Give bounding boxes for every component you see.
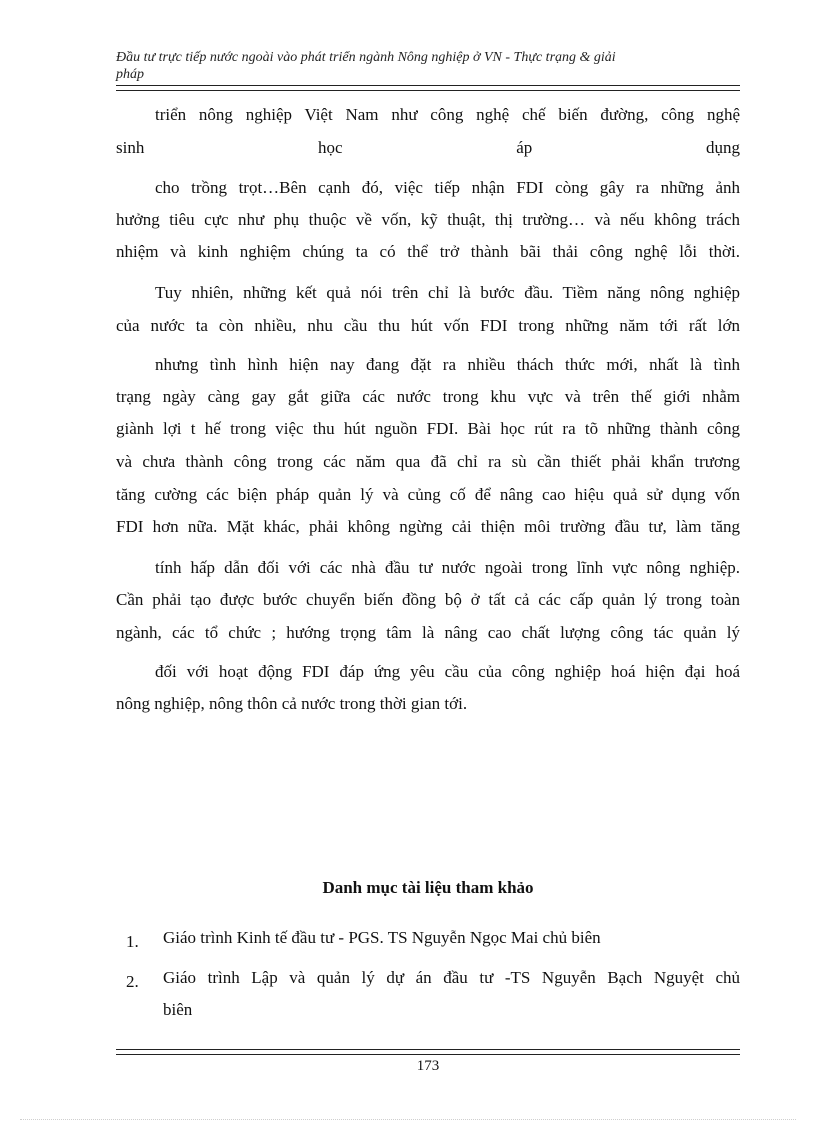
- body-line-5: nhiệm và kinh nghiệm chúng ta có thể trở thành bãi thải công nghệ lỗi thời.: [116, 242, 740, 261]
- page-number: 173: [416, 1058, 440, 1074]
- body-line-1: triển nông nghiệp Việt Nam như công nghệ chế biến đường, công nghệ: [155, 105, 740, 124]
- reference-1-text: Giáo trình Kinh tế đầu tư - PGS. TS Nguyễn Ngọc Mai chủ biên: [163, 928, 601, 947]
- body-line-2: sinh học áp dụng: [116, 138, 740, 157]
- footer-rule: [116, 1049, 740, 1055]
- body-line-8: nhưng tình hình hiện nay đang đặt ra nhiều thách thức mới, nhất là tình: [155, 355, 740, 374]
- body-line-9: trạng ngày càng gay gắt giữa các nước trong khu vực và trên thế giới nhằm: [116, 387, 740, 406]
- reference-2-text-line-1: Giáo trình Lập và quản lý dự án đầu tư -TS Nguyễn Bạch Nguyệt chủ: [163, 968, 740, 987]
- running-header: [116, 49, 740, 83]
- body-line-15: Cần phải tạo được bước chuyển biến đồng bộ ở tất cả các cấp quản lý trong toàn: [116, 590, 740, 609]
- running-header-line-1: Đầu tư trực tiếp nước ngoài vào phát triển ngành Nông nghiệp ở VN - Thực trạng & giải: [116, 50, 616, 65]
- references-heading: Danh mục tài liệu tham khảo: [322, 878, 534, 897]
- header-rule: [116, 85, 740, 91]
- body-line-13: FDI hơn nữa. Mặt khác, phải không ngừng cải thiện môi trường đầu tư, làm tăng: [116, 517, 740, 536]
- page-bottom-edge: [20, 1119, 796, 1120]
- body-line-16: ngành, các tổ chức ; hướng trọng tâm là nâng cao chất lượng công tác quản lý: [116, 623, 740, 642]
- reference-2-text-line-2: biên: [163, 1000, 193, 1019]
- body-line-11: và chưa thành công trong các năm qua đã chỉ ra sù cần thiết phải khẩn trương: [116, 452, 740, 471]
- body-line-14: tính hấp dẫn đối với các nhà đầu tư nước ngoài trong lĩnh vực nông nghiệp.: [155, 558, 740, 577]
- body-line-17: đối với hoạt động FDI đáp ứng yêu cầu của công nghiệp hoá hiện đại hoá: [155, 662, 740, 681]
- reference-2-number: 2.: [126, 972, 139, 991]
- running-header-line-2: pháp: [116, 67, 144, 82]
- body-line-7: của nước ta còn nhiều, nhu cầu thu hút vốn FDI trong những năm tới rất lớn: [116, 316, 740, 335]
- body-line-3: cho trồng trọt…Bên cạnh đó, việc tiếp nhận FDI còng gây ra những ảnh: [155, 178, 740, 197]
- body-line-6: Tuy nhiên, những kết quả nói trên chỉ là bước đầu. Tiềm năng nông nghiệp: [155, 283, 740, 302]
- body-line-18: nông nghiệp, nông thôn cả nước trong thời gian tới.: [116, 694, 468, 713]
- body-line-12: tăng cường các biện pháp quản lý và củng cố để nâng cao hiệu quả sử dụng vốn: [116, 485, 740, 504]
- body-line-10: giành lợi t hế trong việc thu hút nguồn FDI. Bài học rút ra tõ những thành công: [116, 419, 740, 438]
- body-line-4: hưởng tiêu cực như phụ thuộc về vốn, kỹ thuật, thị trường… và nếu không trách: [116, 210, 740, 229]
- reference-1-number: 1.: [126, 932, 139, 951]
